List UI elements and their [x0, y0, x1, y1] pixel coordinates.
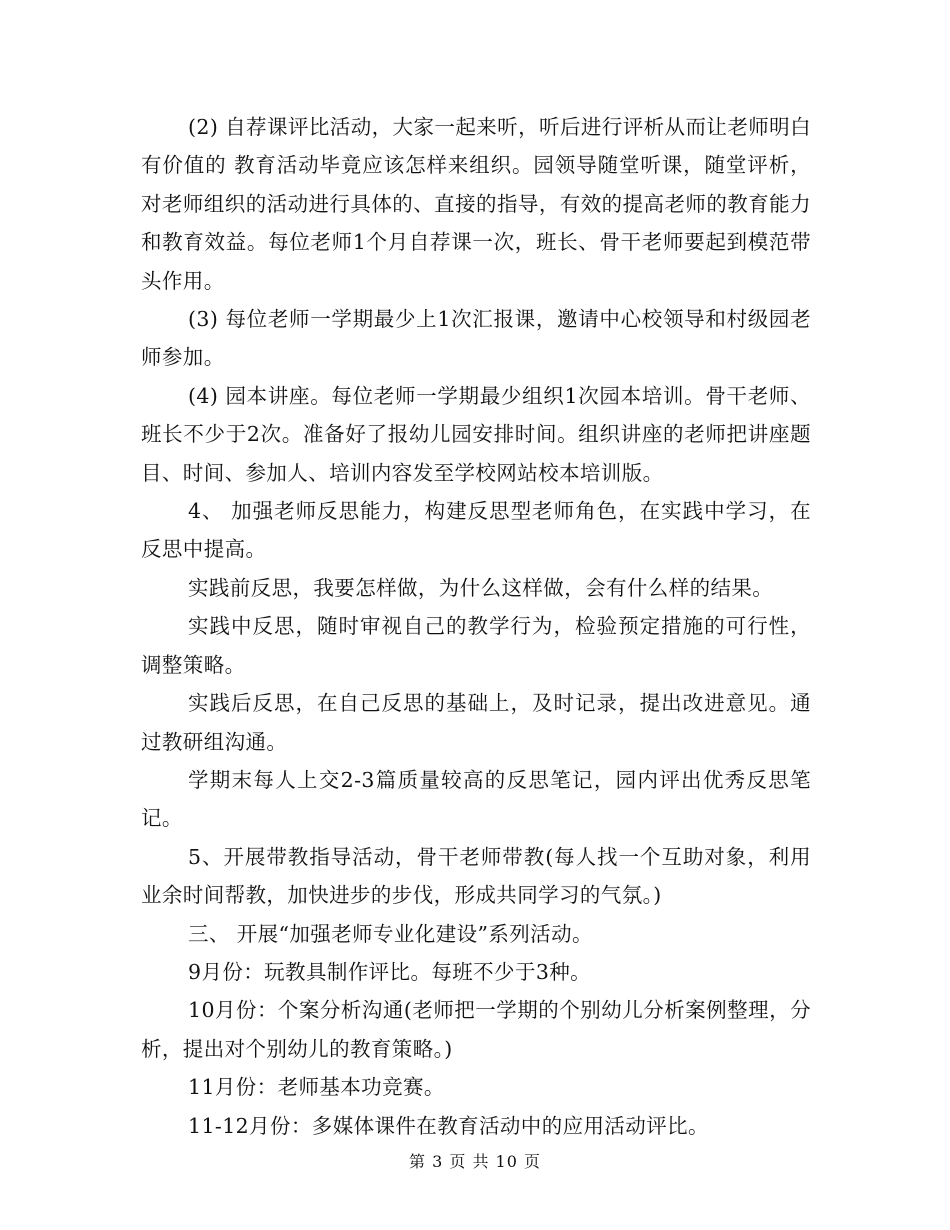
- paragraph-school-lecture: (4) 园本讲座。每位老师一学期最少组织1次园本培训。骨干老师、班长不少于2次。准备好了报幼儿园安排时间。组织讲座的老师把讲座题目、时间、参加人、培训内容发至学校网站校本培训版。: [141, 383, 811, 485]
- document-body: [141, 108, 811, 1145]
- paragraph-september: 9月份：玩教具制作评比。每班不少于3种。: [188, 959, 592, 984]
- paragraph-october: 10月份：个案分析沟通(老师把一学期的个别幼儿分析案例整理，分析，提出对个别幼儿的教育策略。): [141, 998, 811, 1061]
- paragraph-mentoring: 5、开展带教指导活动，骨干老师带教(每人找一个互助对象，利用业余时间帮教，加快进步的步伐，形成共同学习的气氛。): [141, 844, 811, 908]
- paragraph-report-lesson: (3) 每位老师一学期最少上1次汇报课，邀请中心校领导和村级园老师参加。: [141, 307, 811, 370]
- paragraph-reflection-ability: 4、 加强老师反思能力，构建反思型老师角色，在实践中学习，在反思中提高。: [141, 499, 811, 562]
- paragraph-reflection-after: 实践后反思，在自己反思的基础上，及时记录，提出改进意见。通过教研组沟通。: [141, 691, 811, 754]
- section-heading-professional-activities: 三、 开展“加强老师专业化建设”系列活动。: [188, 921, 593, 946]
- page-number-footer: 第 3 页 共 10 页: [409, 1152, 541, 1171]
- paragraph-reflection-notes: 学期末每人上交2-3篇质量较高的反思笔记，园内评出优秀反思笔记。: [141, 767, 811, 831]
- paragraph-reflection-before: 实践前反思，我要怎样做，为什么这样做，会有什么样的结果。: [188, 575, 774, 600]
- paragraph-reflection-during: 实践中反思，随时审视自己的教学行为，检验预定措施的可行性，调整策略。: [141, 614, 811, 677]
- paragraph-self-recommended-lesson: (2) 自荐课评比活动，大家一起来听，听后进行评析从而让老师明白有价值的 教育活动毕竟应该怎样来组织。园领导随堂听课，随堂评析，对老师组织的活动进行具体的、直接的指导，有效的提高老师的教育能力和教育效益。每位老师1个月自荐课一次，班长、骨干老师要起到模范带头作用。: [141, 115, 811, 293]
- paragraph-november-december: 11-12月份：多媒体课件在教育活动中的应用活动评比。: [188, 1113, 709, 1138]
- paragraph-november: 11月份：老师基本功竞赛。: [188, 1075, 445, 1100]
